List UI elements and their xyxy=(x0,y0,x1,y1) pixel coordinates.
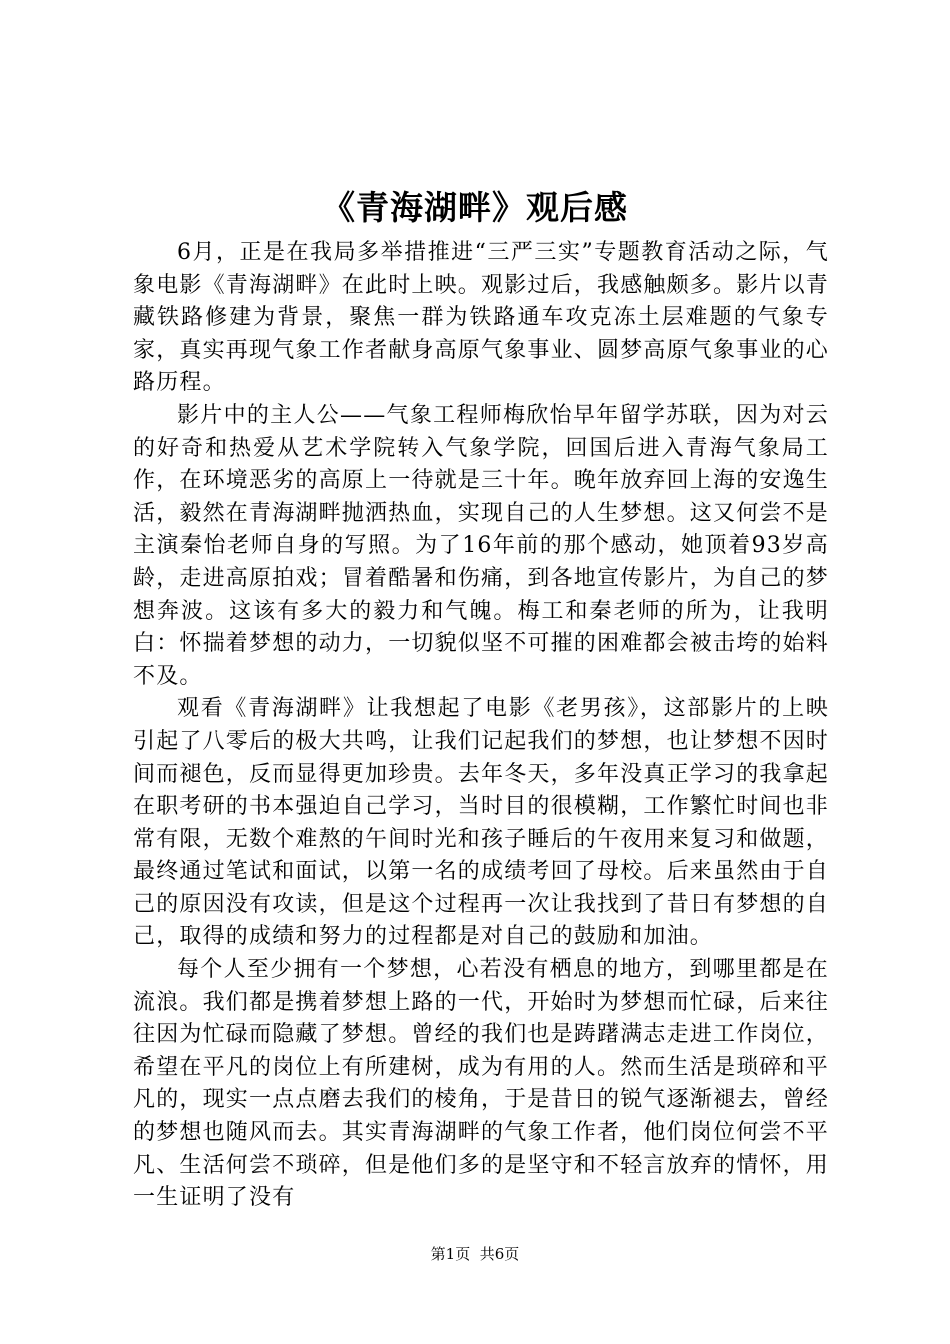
document-body xyxy=(133,237,829,1215)
page-number: 第1页 xyxy=(430,1245,471,1263)
document-title: 《青海湖畔》观后感 xyxy=(322,188,628,227)
paragraph-4: 每个人至少拥有一个梦想，心若没有栖息的地方，到哪里都是在流浪。我们都是携着梦想上路的一代，开始时为梦想而忙碌，后来往往因为忙碌而隐藏了梦想。曾经的我们也是踌躇满志走进工作岗位，希望在平凡的岗位上有所建树，成为有用的人。然而生活是琐碎和平凡的，现实一点点磨去我们的棱角，于是昔日的锐气逐渐褪去，曾经的梦想也随风而去。其实青海湖畔的气象工作者，他们岗位何尝不平凡、生活何尝不琐碎，但是他们多的是坚守和不轻言放弃的情怀，用一生证明了没有 xyxy=(133,957,830,1211)
paragraph-2: 影片中的主人公——气象工程师梅欣怡早年留学苏联，因为对云的好奇和热爱从艺术学院转入气象学院，回国后进入青海气象局工作，在环境恶劣的高原上一待就是三十年。晚年放弃回上海的安逸生活，毅然在青海湖畔抛洒热血，实现自己的人生梦想。这又何尝不是主演秦怡老师自身的写照。为了16年前的那个感动，她顶着93岁高龄，走进高原拍戏；冒着酷暑和伤痛，到各地宣传影片，为自己的梦想奔波。这该有多大的毅力和气魄。梅工和秦老师的所为，让我明白：怀揣着梦想的动力，一切貌似坚不可摧的困难都会被击垮的始料不及。 xyxy=(133,402,830,689)
paragraph-3: 观看《青海湖畔》让我想起了电影《老男孩》，这部影片的上映引起了八零后的极大共鸣，让我们记起我们的梦想，也让梦想不因时间而褪色，反而显得更加珍贵。去年冬天，多年没真正学习的我拿起在职考研的书本强迫自己学习，当时目的很模糊，工作繁忙时间也非常有限，无数个难熬的午间时光和孩子睡后的午夜用来复习和做题，最终通过笔试和面试，以第一名的成绩考回了母校。后来虽然由于自己的原因没有攻读，但是这个过程再一次让我找到了昔日有梦想的自己，取得的成绩和努力的过程都是对自己的鼓励和加油。 xyxy=(133,696,830,950)
page-footer xyxy=(0,1244,950,1264)
paragraph-1: 6月，正是在我局多举措推进“三严三实”专题教育活动之际，气象电影《青海湖畔》在此时上映。观影过后，我感触颇多。影片以青藏铁路修建为背景，聚焦一群为铁路通车攻克冻土层难题的气象专家，真实再现气象工作者献身高原气象事业、圆梦高原气象事业的心路历程。 xyxy=(133,240,830,396)
page-total: 共6页 xyxy=(479,1245,520,1263)
